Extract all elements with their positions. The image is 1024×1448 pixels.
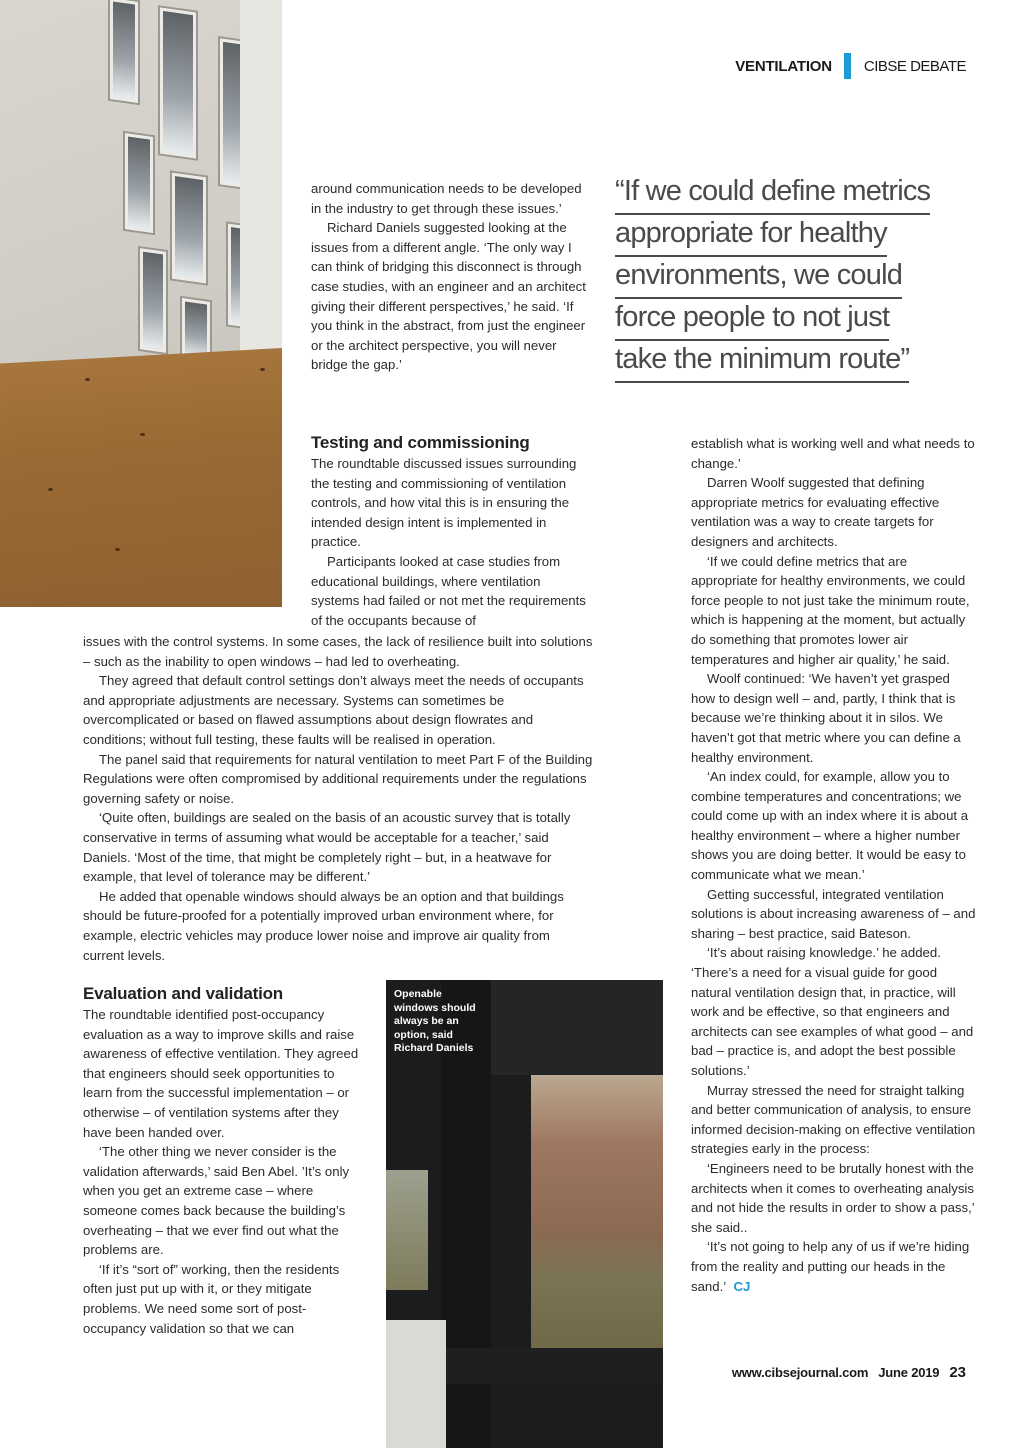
page-number: 23: [949, 1364, 966, 1381]
paragraph: ‘Engineers need to be brutally honest with the architects when it comes to overheating analysis and not hide the results in order to show a pass,’ she said..: [691, 1160, 975, 1235]
section-heading: Testing and commissioning: [311, 433, 530, 452]
wall: [240, 0, 282, 355]
running-header: [735, 54, 966, 78]
roller-blind: [486, 980, 663, 1075]
paragraph: around communication needs to be developed in the industry to get through these issues.’: [311, 181, 582, 216]
paragraph: Murray stressed the need for straight talking and better communication of analysis, to ensure informed decision-making on effective ventilation strategies early in the process:: [691, 1082, 976, 1157]
paragraph: Getting successful, integrated ventilation solutions is about increasing awareness of – and sharing – best practice, said Bateson.: [691, 886, 976, 941]
window-pane: [140, 248, 166, 353]
subsection-label: CIBSE DEBATE: [863, 57, 966, 75]
paragraph: issues with the control systems. In some cases, the lack of resilience built into solutions – such as the inability to open windows – had led to overheating.: [83, 634, 593, 669]
paragraph: The roundtable identified post-occupancy evaluation as a way to improve skills and raise awareness of effective ventilation. They agreed that engineers should seek opportunities to learn from the successful implementation – or otherwise – of ventilation systems after they have been handed over.: [83, 1007, 359, 1140]
paragraph: ‘An index could, for example, allow you to combine temperatures and concentrations; we could come up with an index where it is about a healthy environment – where a higher number shows you are doing better. It would be easy to communicate what we mean.’: [691, 769, 969, 883]
window-pane: [172, 173, 206, 284]
paragraph: The panel said that requirements for natural ventilation to meet Part F of the Building Regulations were often compromised by additional requirements under the regulations governing safety or noise.: [83, 751, 593, 806]
window-pane: [125, 133, 153, 233]
pull-quote-line: force people to not just: [615, 300, 889, 341]
window-view-left: [386, 1170, 428, 1290]
pull-quote-line: “If we could define metrics: [615, 174, 930, 215]
article-column-top: [311, 179, 591, 375]
photo-skylight-windows: [0, 0, 282, 607]
pull-quote-line: appropriate for healthy: [615, 216, 887, 257]
paragraph-final: [691, 1237, 976, 1296]
paragraph: ‘Quite often, buildings are sealed on the basis of an acoustic survey that is totally conservative in terms of assuming what would be acceptable for a teacher,’ said Daniels. ‘Most of the time, that might be completely right – but, in a heatwave for example, that level of tolerance may be different.’: [83, 810, 571, 885]
pull-quote-line: environments, we could: [615, 258, 902, 299]
window-pane: [160, 7, 196, 158]
paragraph: Woolf continued: ‘We haven’t yet grasped how to design well – and, partly, I think that is because we’re thinking about it in silos. We haven’t got that metric where you can define a healthy environment.: [691, 671, 961, 765]
paragraph: Participants looked at case studies from educational buildings, where ventilation systems had failed or not met the requirements of the occupants because of: [311, 553, 586, 628]
window-pane: [110, 0, 138, 103]
window-sill: [386, 1320, 446, 1448]
pull-quote-line: take the minimum route”: [615, 342, 909, 383]
article-column-right: [691, 434, 976, 1296]
paragraph: He added that openable windows should always be an option and that buildings should be future-proofed for a potentially improved urban environment where, for example, electric vehicles may produce lower noise and improve air quality from current levels.: [83, 888, 564, 963]
window-view-building: [531, 1055, 663, 1355]
paragraph: The roundtable discussed issues surrounding the testing and commissioning of ventilation controls, and how vital this is in ensuring the intended design intent is implemented in practice.: [311, 456, 577, 550]
paragraph: Richard Daniels suggested looking at the issues from a different angle. ‘The only way I can think of bridging this disconnect is through case studies, with an engineer and an architect giving their different perspectives,’ he said. ‘If you think in the abstract, from just the engineer or the architect perspective, you will never bridge the gap.’: [311, 220, 586, 373]
paragraph: Darren Woolf suggested that defining appropriate metrics for evaluating effective ventilation was a way to create targets for designers and architects.: [691, 475, 940, 549]
paragraph: ‘If we could define metrics that are appropriate for healthy environments, we could force people to not just take the minimum route, which is happening at the moment, but actually do something that promotes lower air temperatures and higher air quality,’ he said.: [691, 553, 970, 667]
section-testing: [311, 432, 591, 630]
paragraph-text: ‘It’s not going to help any of us if we’re hiding from the reality and putting our heads in the sand.’: [691, 1239, 970, 1294]
author-signoff: CJ: [733, 1278, 751, 1294]
photo-caption: Openable windows should always be an option, said Richard Daniels: [394, 988, 476, 1054]
pull-quote: [615, 174, 960, 384]
page-footer: [732, 1364, 966, 1381]
footer-url[interactable]: www.cibsejournal.com: [731, 1365, 869, 1380]
photo-openable-window: [386, 980, 663, 1448]
window-frame: [446, 1348, 663, 1384]
article-wide-column: [83, 632, 593, 965]
footer-date: June 2019: [878, 1365, 940, 1380]
section-evaluation: [83, 983, 363, 1338]
paragraph: establish what is working well and what needs to change.’: [691, 436, 975, 471]
paragraph: ‘If it’s “sort of” working, then the residents often just put up with it, or they mitigate problems. We need some sort of post-occupancy validation so that we can: [83, 1261, 340, 1336]
paragraph: They agreed that default control settings don’t always meet the needs of occupants and appropriate adjustments are necessary. Systems can sometimes be overcomplicated or based on flawed assumptions about design flowrates and conditions; without full testing, these faults will be realised in operation.: [83, 673, 584, 747]
header-accent-bar: [844, 53, 851, 79]
paragraph: ‘The other thing we never consider is the validation afterwards,’ said Ben Abel. ’It’s only when you get an extreme case – where someone comes back because the building’s overheating – that we ever find out what the problems are.: [83, 1144, 350, 1258]
section-label: VENTILATION: [735, 57, 832, 75]
paragraph: ‘It’s about raising knowledge.’ he added. ‘There’s a need for a visual guide for good natural ventilation design that, in practice, will work and be effective, so that engineers and architects can see examples of what good – and bad – practice is, and adopt the best possible solutions.’: [691, 945, 974, 1078]
wooden-beam: [0, 348, 282, 607]
section-heading: Evaluation and validation: [83, 984, 283, 1003]
